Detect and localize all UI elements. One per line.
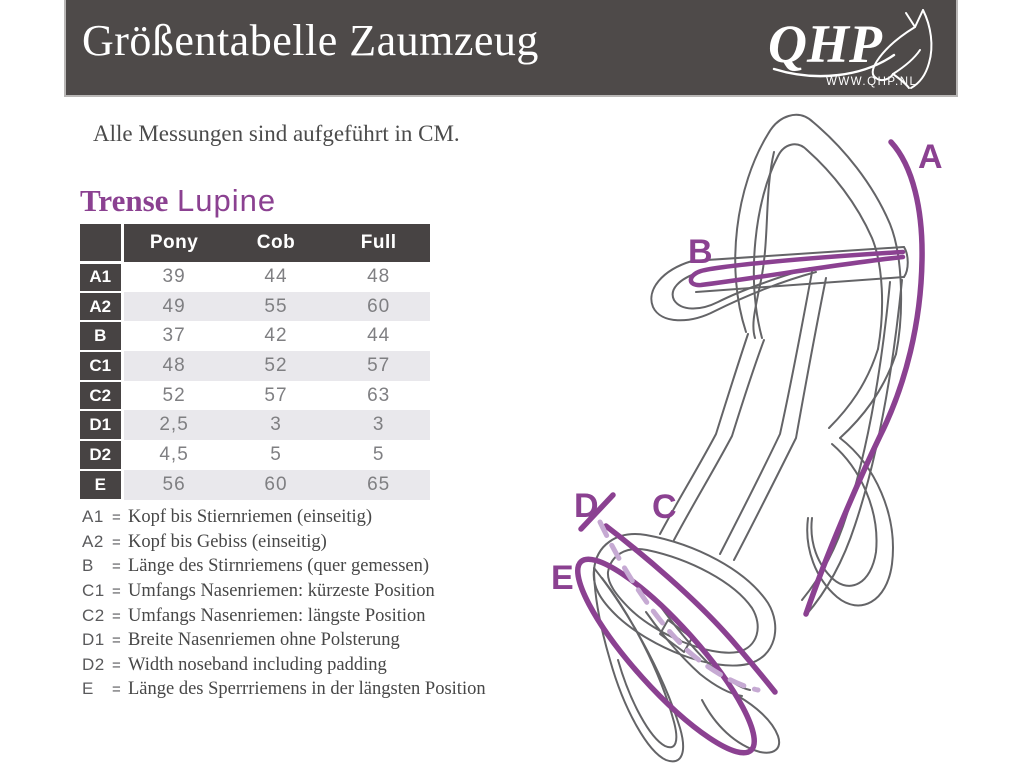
row-label: C2 — [80, 381, 122, 411]
bridle-diagram — [550, 100, 1010, 768]
table-cell: 57 — [225, 381, 328, 411]
legend-text: Umfangs Nasenriemen: längste Position — [128, 605, 426, 626]
table-cell: 4,5 — [122, 440, 225, 470]
table-cell: 60 — [225, 470, 328, 500]
row-label: B — [80, 321, 122, 351]
qhp-url: WWW.QHP.NL — [826, 76, 918, 88]
table-cell: 52 — [122, 381, 225, 411]
legend-text: Länge des Sperrriemens in der längsten Position — [128, 679, 486, 700]
legend-equals: = — [112, 681, 121, 699]
table-cell: 42 — [225, 321, 328, 351]
size-table — [80, 224, 430, 501]
measure-a-line — [806, 142, 922, 614]
legend-equals: = — [112, 632, 121, 650]
diagram-label-a: A — [918, 138, 943, 176]
legend-code: A2 — [82, 531, 104, 551]
legend-equals: = — [112, 533, 121, 551]
row-label: D2 — [80, 440, 122, 470]
legend-equals: = — [112, 656, 121, 674]
table-header-row — [80, 224, 430, 262]
diagram-label-d: D — [574, 487, 599, 525]
legend-text: Umfangs Nasenriemen: kürzeste Position — [128, 580, 435, 601]
legend-code: D2 — [82, 654, 105, 674]
measurement-legend — [82, 507, 486, 704]
page-title: Größentabelle Zaumzeug — [82, 16, 539, 65]
row-label: E — [80, 470, 122, 500]
product-title-sans: Lupine — [177, 183, 277, 218]
table-cell: 63 — [327, 381, 430, 411]
column-header-full: Full — [327, 224, 430, 262]
legend-item — [82, 556, 486, 581]
table-cell: 5 — [225, 440, 328, 470]
legend-item — [82, 655, 486, 680]
column-header-cob: Cob — [225, 224, 328, 262]
legend-text: Länge des Stirnriemens (quer gemessen) — [128, 556, 430, 577]
legend-item — [82, 532, 486, 557]
legend-code: E — [82, 679, 94, 699]
legend-equals: = — [112, 607, 121, 625]
row-label: A2 — [80, 292, 122, 322]
product-title-serif: Trense — [80, 183, 169, 218]
legend-item — [82, 507, 486, 532]
table-cell: 60 — [327, 292, 430, 322]
table-cell: 48 — [122, 351, 225, 381]
table-cell: 49 — [122, 292, 225, 322]
table-corner-cell — [80, 224, 122, 262]
diagram-label-c: C — [652, 488, 677, 526]
legend-equals: = — [112, 558, 121, 576]
header-bar — [64, 0, 958, 97]
column-header-pony: Pony — [122, 224, 225, 262]
table-cell: 52 — [225, 351, 328, 381]
table-row — [80, 292, 430, 322]
legend-equals: = — [112, 509, 121, 526]
table-cell: 44 — [327, 321, 430, 351]
table-cell: 57 — [327, 351, 430, 381]
row-label: C1 — [80, 351, 122, 381]
table-row — [80, 410, 430, 440]
product-title — [80, 183, 276, 219]
legend-item — [82, 606, 486, 631]
measurement-note: Alle Messungen sind aufgeführt in CM. — [93, 121, 460, 146]
table-row — [80, 321, 430, 351]
legend-text: Kopf bis Stiernriemen (einseitig) — [128, 507, 373, 527]
table-cell: 37 — [122, 321, 225, 351]
legend-item — [82, 679, 486, 704]
row-label: D1 — [80, 410, 122, 440]
table-cell: 55 — [225, 292, 328, 322]
legend-text: Width noseband including padding — [128, 654, 387, 675]
table-row — [80, 381, 430, 411]
legend-item — [82, 581, 486, 606]
legend-text: Breite Nasenriemen ohne Polsterung — [128, 630, 400, 651]
legend-code: B — [82, 556, 94, 576]
table-row — [80, 351, 430, 381]
measurement-marks — [557, 142, 922, 768]
table-cell: 56 — [122, 470, 225, 500]
table-cell: 5 — [327, 440, 430, 470]
legend-code: C2 — [82, 605, 105, 625]
table-cell: 44 — [225, 262, 328, 292]
legend-item — [82, 630, 486, 655]
table-cell: 3 — [225, 410, 328, 440]
qhp-logo-text: QHP — [768, 14, 882, 74]
table-cell: 39 — [122, 262, 225, 292]
table-cell: 48 — [327, 262, 430, 292]
table-cell: 3 — [327, 410, 430, 440]
legend-code: C1 — [82, 580, 105, 600]
table-row — [80, 262, 430, 292]
table-row — [80, 440, 430, 470]
row-label: A1 — [80, 262, 122, 292]
legend-code: A1 — [82, 507, 104, 526]
diagram-label-e: E — [551, 559, 574, 597]
diagram-label-b: B — [688, 233, 713, 271]
table-cell: 65 — [327, 470, 430, 500]
table-row — [80, 470, 430, 500]
legend-code: D1 — [82, 630, 105, 650]
legend-text: Kopf bis Gebiss (einseitig) — [128, 531, 327, 552]
qhp-logo — [766, 6, 946, 92]
legend-equals: = — [112, 582, 121, 600]
table-cell: 2,5 — [122, 410, 225, 440]
